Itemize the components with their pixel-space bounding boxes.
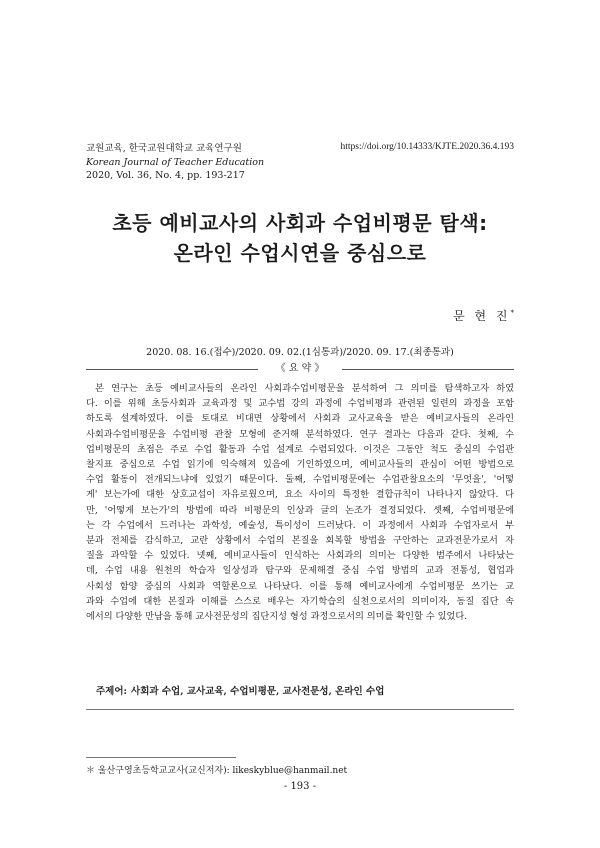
abstract-line: 수업 활동이 전개되느냐에 있었기 때문이다. 둘째, 수업비평문에는 수업관찰요소의 '무엇을', '어떻 [86, 474, 514, 486]
keywords-label: 주제어: [96, 686, 128, 697]
abstract-body [86, 381, 514, 624]
footnote: ＊ 울산구영초등학교교사(교신저자): likeskyblue@hanmail.net [86, 766, 348, 776]
abstract-line: 만, '어떻게 보는가'의 방법에 따라 비평문의 인상과 글의 논조가 결정되었다. 셋째, 수업비평문에 [86, 504, 514, 516]
author-name: 문 현 진 [453, 309, 511, 323]
title-line-2: 온라인 수업시연을 중심으로 [173, 241, 427, 265]
abstract-line: 하도록 설계하였다. 이를 토대로 비대면 상황에서 사회과 교사교육을 받은 예비교사들의 온라인 [86, 413, 514, 425]
abstract-line: 에서의 다양한 만남을 통해 교사전문성의 집단지성 형성 과정으로서의 의미를 확인할 수 있었다. [86, 611, 468, 623]
abstract-bottom-rule [86, 709, 514, 710]
volume-info: 2020, Vol. 36, No. 4, pp. 193-217 [86, 170, 245, 181]
keywords-value: 사회과 수업, 교사교육, 수업비평문, 교사전문성, 온라인 수업 [131, 686, 385, 697]
abstract-line: 과와 수업에 대한 본질과 이해를 스스로 배우는 자기학습의 실천으로서의 의미이자, 동질 집단 속 [86, 595, 514, 607]
footnote-rule [86, 757, 236, 758]
abstract-rule-right [342, 369, 514, 370]
author [453, 307, 514, 324]
abstract-line: 질을 과악할 수 있었다. 넷째, 예비교사들이 인식하는 사회과의 의미는 다양한 범주에서 나타났는 [86, 550, 514, 562]
doi-link[interactable]: https://doi.org/10.14333/KJTE.2020.36.4.193 [340, 142, 514, 152]
abstract-line: 본 연구는 초등 예비교사들의 온라인 사회과수업비평문을 분석하여 그 의미를 탐색하고자 하였 [95, 383, 514, 394]
review-dates: 2020. 08. 16.(접수)/2020. 09. 02.(1심통과)/2020. 09. 17.(최종통과) [146, 347, 454, 358]
abstract-line: 게' 보는가에 대한 상호교섭이 자유로웠으며, 요소 사이의 특정한 결합규칙이 나타나지 않았다. 다 [86, 489, 514, 501]
abstract-label: 《 요 약 》 [275, 363, 325, 374]
keywords [96, 683, 384, 697]
page-number: - 193 - [283, 781, 317, 792]
journal-header [86, 142, 264, 183]
title-line-1: 초등 예비교사의 사회과 수업비평문 탐색: [112, 211, 488, 235]
paper-title [0, 208, 600, 268]
abstract-line: 업비평문의 초점은 주로 수업 활동과 수업 설계로 수렴되었다. 이것은 그동안 척도 중심의 수업관 [86, 443, 514, 455]
abstract-heading [86, 362, 514, 376]
abstract-line: 사회과수업비평문을 수업비평 관찰 모형에 준거해 분석하였다. 연구 결과는 다음과 같다. 첫째, 수 [86, 428, 514, 440]
abstract-line: 분과 전체를 감식하고, 교란 상황에서 수업의 본질을 회복할 방법을 구안하는 교과전문가로서 자 [86, 535, 514, 547]
abstract-line: 는 각 수업에서 드러나는 과학성, 예술성, 특이성이 드러났다. 이 과정에서 사회과 수업자로서 부 [86, 519, 514, 531]
abstract-line: 다. 이를 위해 초등사회과 교육과정 및 교수법 강의 과정에 수업비평과 관련된 일련의 과정을 포함 [86, 398, 514, 410]
publisher: 교원교육, 한국교원대학교 교육연구원 [86, 143, 242, 154]
abstract-line: 데, 수업 내용 원천의 학습자 일상성과 탐구와 문제해결 중심 수업 방법의 교과 전통성, 협업과 [86, 565, 514, 577]
journal-name: Korean Journal of Teacher Education [86, 156, 265, 168]
author-mark: * [510, 309, 514, 317]
abstract-line: 찰지표 중심으로 수업 읽기에 익숙해져 있음에 기인하였으며, 예비교사들의 관심이 어떤 방법으로 [86, 459, 514, 471]
abstract-line: 사회성 함양 중심의 사회과 역할론으로 나타났다. 이를 통해 예비교사에게 수업비평문 쓰기는 교 [86, 580, 514, 592]
